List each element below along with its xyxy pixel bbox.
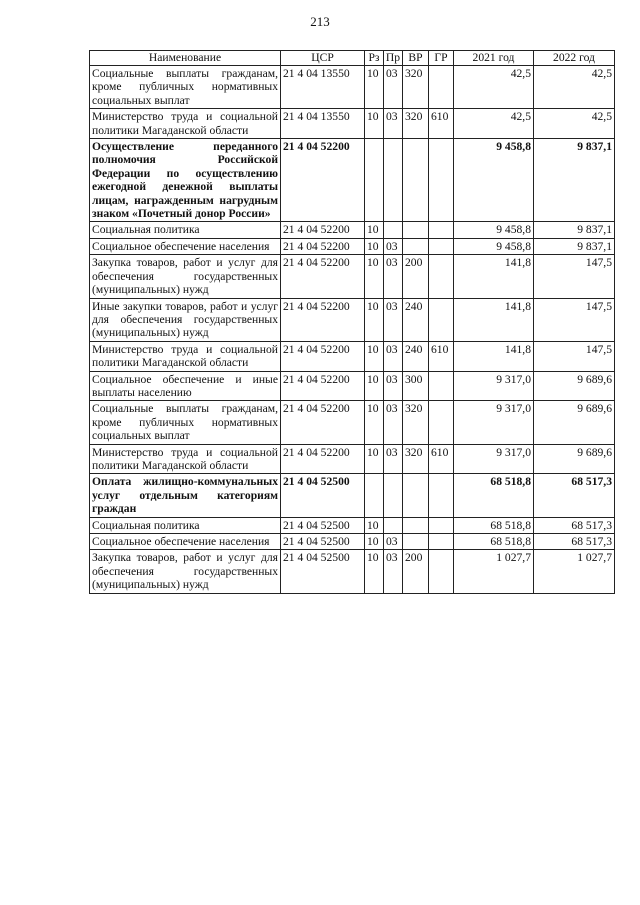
cell-name: Министерство труда и социальной политики Магаданской области <box>90 341 281 371</box>
table-row <box>90 444 615 474</box>
cell-name: Социальное обеспечение и иные выплаты населению <box>90 371 281 401</box>
cell-pr: 03 <box>384 444 403 474</box>
cell-csr: 21 4 04 52200 <box>281 298 365 341</box>
table-row <box>90 66 615 109</box>
cell-2022: 147,5 <box>534 298 615 341</box>
cell-pr <box>384 474 403 517</box>
header-rz: Рз <box>365 51 384 66</box>
header-name: Наименование <box>90 51 281 66</box>
cell-csr: 21 4 04 52200 <box>281 255 365 298</box>
cell-csr: 21 4 04 52500 <box>281 534 365 550</box>
cell-2021: 42,5 <box>454 109 534 139</box>
cell-rz: 10 <box>365 371 384 401</box>
cell-name: Социальные выплаты гражданам, кроме публичных нормативных социальных выплат <box>90 401 281 444</box>
cell-pr: 03 <box>384 401 403 444</box>
cell-2022: 42,5 <box>534 109 615 139</box>
cell-2022: 68 517,3 <box>534 517 615 533</box>
header-vr: ВР <box>403 51 429 66</box>
cell-name: Оплата жилищно-коммунальных услуг отдельным категориям граждан <box>90 474 281 517</box>
cell-2021: 9 458,8 <box>454 139 534 222</box>
table-body <box>90 66 615 594</box>
table-row <box>90 371 615 401</box>
table-row <box>90 238 615 254</box>
cell-name: Социальная политика <box>90 222 281 238</box>
cell-name: Министерство труда и социальной политики Магаданской области <box>90 109 281 139</box>
cell-pr <box>384 222 403 238</box>
cell-2022: 68 517,3 <box>534 474 615 517</box>
cell-gr <box>429 255 454 298</box>
cell-gr <box>429 222 454 238</box>
cell-name: Иные закупки товаров, работ и услуг для обеспечения государственных (муниципальных) нужд <box>90 298 281 341</box>
cell-rz: 10 <box>365 444 384 474</box>
cell-csr: 21 4 04 52200 <box>281 401 365 444</box>
cell-csr: 21 4 04 52200 <box>281 222 365 238</box>
table-row <box>90 341 615 371</box>
cell-rz: 10 <box>365 222 384 238</box>
cell-gr <box>429 474 454 517</box>
cell-csr: 21 4 04 52200 <box>281 139 365 222</box>
cell-2022: 68 517,3 <box>534 534 615 550</box>
table-row <box>90 474 615 517</box>
cell-2022: 42,5 <box>534 66 615 109</box>
cell-2021: 9 458,8 <box>454 238 534 254</box>
cell-2022: 9 837,1 <box>534 222 615 238</box>
cell-csr: 21 4 04 52200 <box>281 341 365 371</box>
table-row <box>90 222 615 238</box>
cell-2022: 147,5 <box>534 341 615 371</box>
cell-pr: 03 <box>384 66 403 109</box>
table-row <box>90 534 615 550</box>
cell-csr: 21 4 04 52200 <box>281 444 365 474</box>
cell-name: Социальное обеспечение населения <box>90 238 281 254</box>
cell-gr <box>429 238 454 254</box>
cell-rz: 10 <box>365 341 384 371</box>
cell-vr: 320 <box>403 401 429 444</box>
cell-2021: 68 518,8 <box>454 474 534 517</box>
table-row <box>90 255 615 298</box>
header-gr: ГР <box>429 51 454 66</box>
cell-vr <box>403 517 429 533</box>
cell-vr: 240 <box>403 298 429 341</box>
cell-rz: 10 <box>365 238 384 254</box>
cell-2021: 9 317,0 <box>454 401 534 444</box>
cell-2021: 141,8 <box>454 341 534 371</box>
page-number: 213 <box>310 14 330 29</box>
cell-vr <box>403 238 429 254</box>
cell-name: Закупка товаров, работ и услуг для обеспечения государственных (муниципальных) нужд <box>90 550 281 593</box>
cell-name: Социальное обеспечение населения <box>90 534 281 550</box>
cell-vr: 200 <box>403 550 429 593</box>
cell-2021: 9 458,8 <box>454 222 534 238</box>
cell-gr: 610 <box>429 444 454 474</box>
cell-vr: 320 <box>403 444 429 474</box>
cell-pr <box>384 517 403 533</box>
cell-2022: 9 837,1 <box>534 139 615 222</box>
header-2022: 2022 год <box>534 51 615 66</box>
cell-gr <box>429 550 454 593</box>
cell-vr <box>403 474 429 517</box>
cell-vr: 240 <box>403 341 429 371</box>
cell-2022: 1 027,7 <box>534 550 615 593</box>
table-row <box>90 550 615 593</box>
cell-name: Министерство труда и социальной политики Магаданской области <box>90 444 281 474</box>
cell-name: Социальная политика <box>90 517 281 533</box>
cell-csr: 21 4 04 13550 <box>281 66 365 109</box>
cell-pr <box>384 139 403 222</box>
cell-2021: 9 317,0 <box>454 371 534 401</box>
cell-pr: 03 <box>384 109 403 139</box>
cell-vr <box>403 139 429 222</box>
cell-name: Осуществление переданного полномочия Российской Федерации по осуществлению ежегодной денежной выплаты лицам, награжденным нагрудным знаком «Почетный донор России» <box>90 139 281 222</box>
cell-csr: 21 4 04 52200 <box>281 371 365 401</box>
header-pr: Пр <box>384 51 403 66</box>
cell-2021: 68 518,8 <box>454 534 534 550</box>
cell-gr <box>429 517 454 533</box>
cell-2022: 9 689,6 <box>534 401 615 444</box>
cell-pr: 03 <box>384 298 403 341</box>
cell-rz: 10 <box>365 534 384 550</box>
cell-gr: 610 <box>429 341 454 371</box>
cell-2021: 68 518,8 <box>454 517 534 533</box>
cell-csr: 21 4 04 52500 <box>281 550 365 593</box>
cell-rz: 10 <box>365 550 384 593</box>
table-row <box>90 298 615 341</box>
cell-2021: 9 317,0 <box>454 444 534 474</box>
cell-vr <box>403 534 429 550</box>
cell-2022: 9 689,6 <box>534 444 615 474</box>
cell-csr: 21 4 04 52500 <box>281 517 365 533</box>
cell-name: Закупка товаров, работ и услуг для обеспечения государственных (муниципальных) нужд <box>90 255 281 298</box>
cell-2022: 147,5 <box>534 255 615 298</box>
cell-rz: 10 <box>365 401 384 444</box>
cell-vr <box>403 222 429 238</box>
cell-pr: 03 <box>384 534 403 550</box>
cell-name: Социальные выплаты гражданам, кроме публичных нормативных социальных выплат <box>90 66 281 109</box>
cell-gr <box>429 401 454 444</box>
cell-vr: 300 <box>403 371 429 401</box>
cell-vr: 320 <box>403 66 429 109</box>
cell-2021: 141,8 <box>454 255 534 298</box>
cell-vr: 200 <box>403 255 429 298</box>
cell-gr: 610 <box>429 109 454 139</box>
table-row <box>90 139 615 222</box>
table-row <box>90 109 615 139</box>
cell-gr <box>429 298 454 341</box>
cell-csr: 21 4 04 52200 <box>281 238 365 254</box>
cell-2021: 1 027,7 <box>454 550 534 593</box>
cell-rz: 10 <box>365 298 384 341</box>
cell-2021: 42,5 <box>454 66 534 109</box>
cell-rz: 10 <box>365 66 384 109</box>
header-csr: ЦСР <box>281 51 365 66</box>
cell-pr: 03 <box>384 255 403 298</box>
cell-gr <box>429 371 454 401</box>
cell-csr: 21 4 04 52500 <box>281 474 365 517</box>
cell-pr: 03 <box>384 341 403 371</box>
cell-gr <box>429 66 454 109</box>
header-2021: 2021 год <box>454 51 534 66</box>
table-row <box>90 401 615 444</box>
cell-2022: 9 837,1 <box>534 238 615 254</box>
cell-2021: 141,8 <box>454 298 534 341</box>
cell-gr <box>429 534 454 550</box>
table-header-row <box>90 51 615 66</box>
cell-pr: 03 <box>384 238 403 254</box>
cell-2022: 9 689,6 <box>534 371 615 401</box>
cell-pr: 03 <box>384 371 403 401</box>
cell-pr: 03 <box>384 550 403 593</box>
cell-csr: 21 4 04 13550 <box>281 109 365 139</box>
table-row <box>90 517 615 533</box>
cell-rz: 10 <box>365 517 384 533</box>
cell-rz: 10 <box>365 255 384 298</box>
cell-gr <box>429 139 454 222</box>
cell-rz <box>365 474 384 517</box>
cell-rz <box>365 139 384 222</box>
cell-vr: 320 <box>403 109 429 139</box>
cell-rz: 10 <box>365 109 384 139</box>
budget-table <box>89 50 615 594</box>
